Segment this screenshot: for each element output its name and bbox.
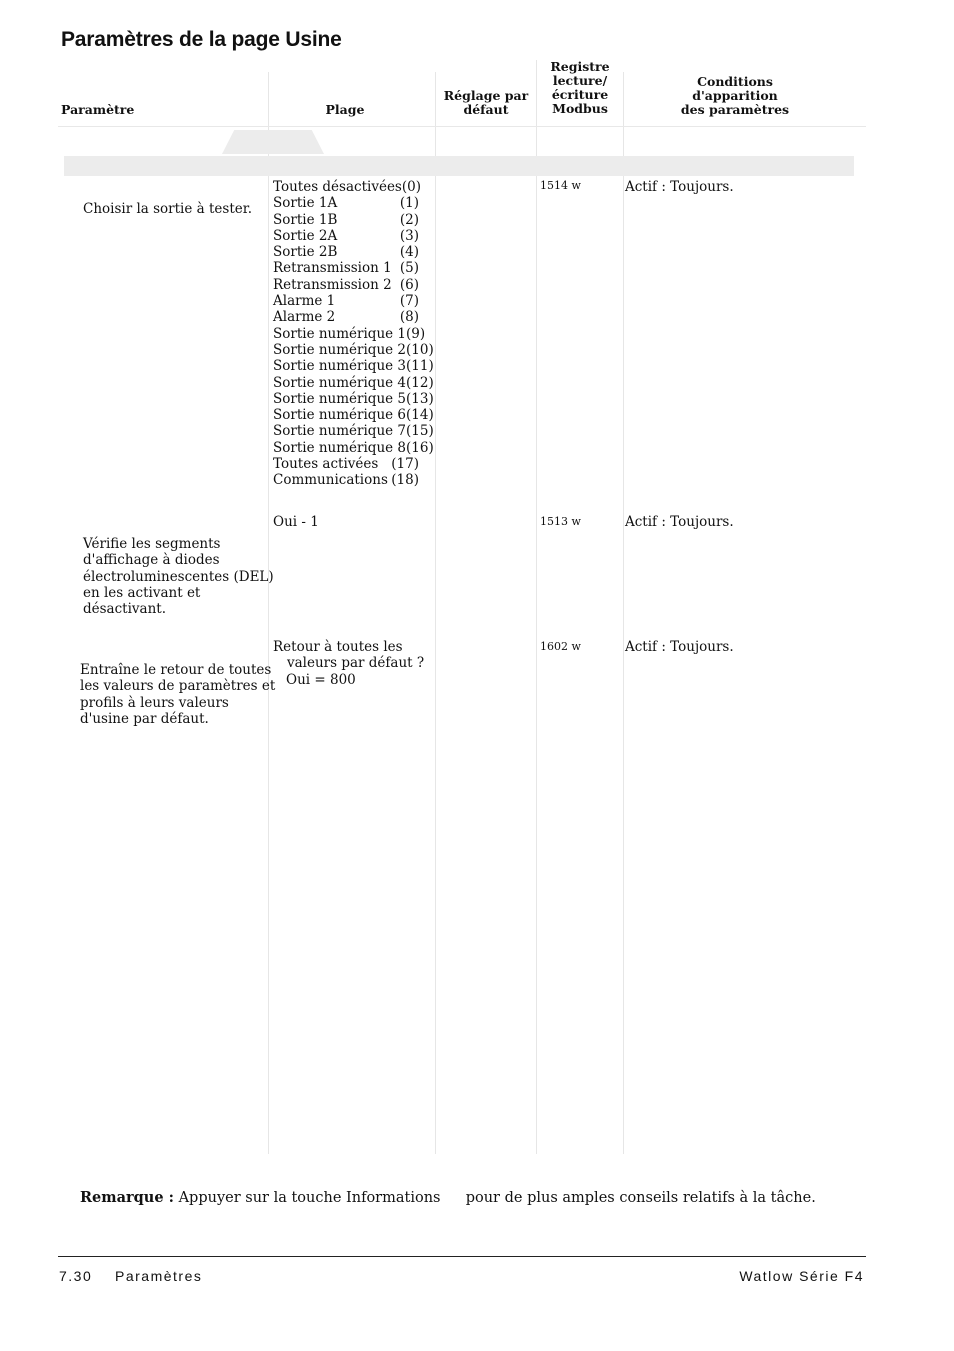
section-tab xyxy=(222,130,324,154)
row-1-description: Choisir la sortie à tester. xyxy=(83,201,253,217)
header-registre: Registre lecture/ écriture Modbus xyxy=(550,59,610,116)
column-divider xyxy=(536,60,537,1154)
note-label: Remarque : xyxy=(80,1189,174,1206)
header-divider xyxy=(58,126,866,127)
footer-divider xyxy=(58,1256,866,1257)
header-parametre: Paramètre xyxy=(61,102,135,117)
row-2-condition: Actif : Toujours. xyxy=(625,514,734,530)
note-text-before: Appuyer sur la touche Informations xyxy=(178,1190,441,1206)
row-3-condition: Actif : Toujours. xyxy=(625,639,734,655)
row-2-modbus: 1513 w xyxy=(540,515,581,528)
row-1-modbus: 1514 w xyxy=(540,179,581,192)
header-conditions: Conditions d'apparition des paramètres xyxy=(680,74,790,117)
row-3-modbus: 1602 w xyxy=(540,640,581,653)
row-3-range: Retour à toutes les valeurs par défaut ? Oui = 800 xyxy=(273,639,425,688)
header-plage: Plage xyxy=(325,102,365,117)
section-band xyxy=(64,156,854,176)
column-divider xyxy=(623,72,624,1154)
row-3-description: Entraîne le retour de toutes les valeurs de paramètres et profils à leurs valeurs d'usine par défaut. xyxy=(80,662,276,727)
row-2-range: Oui - 1 xyxy=(273,514,319,530)
note xyxy=(80,1189,816,1206)
footer-page-number: 7.30 xyxy=(59,1268,93,1284)
row-2-description: Vérifie les segments d'affichage à diodes électroluminescentes (DEL) en les activant et désactivant. xyxy=(83,536,274,618)
row-1-condition: Actif : Toujours. xyxy=(625,179,734,195)
header-reglage: Réglage par défaut xyxy=(443,88,529,117)
footer-product: Watlow Série F4 xyxy=(739,1268,864,1284)
row-1-range: Toutes désactivées (0) Sortie 1A (1) Sortie 1B (2) Sortie 2A (3) Sortie 2B (4) Retransmission 1 (5) Retransmission 2 (6) Alarme 1 (7) Alarme 2 (8) Sortie numérique 1 (9) Sortie numérique 2 (10) Sortie numérique 3 (11) Sortie numérique 4 (12) Sortie numérique 5 (13) Sortie numérique 6 (14) Sortie numérique 7 (15) Sortie numérique 8 (16) Toutes activées (17) Communications (18) xyxy=(273,179,434,489)
column-divider xyxy=(435,72,436,1154)
footer-section: Paramètres xyxy=(115,1268,203,1284)
note-text-after: pour de plus amples conseils relatifs à la tâche. xyxy=(465,1190,816,1206)
page-title: Paramètres de la page Usine xyxy=(61,28,342,51)
